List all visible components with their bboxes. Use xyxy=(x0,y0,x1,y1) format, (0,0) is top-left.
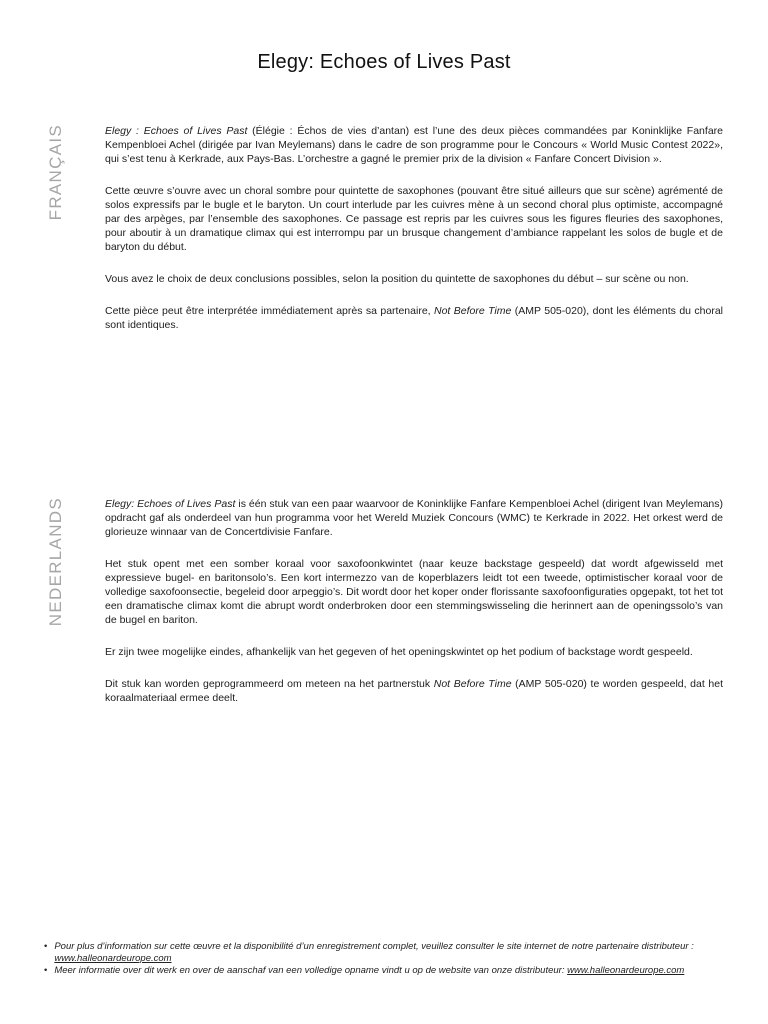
paragraph xyxy=(105,124,723,166)
footnote-item xyxy=(44,941,736,964)
italic-text-run: Elegy: Echoes of Lives Past xyxy=(105,498,236,510)
text-run: (AMP 505-020) te worden gespeeld, dat het koraalmateriaal ermee deelt. xyxy=(105,678,724,704)
paragraph xyxy=(105,184,723,254)
text-run: Het stuk opent met een somber koraal voor saxofoonkwintet (naar keuze backstage gespeeld) dat wordt afgewisseld met expressieve bugel- en baritonsolo’s. Een kort intermezzo van de koperblazers leidt tot een tweede, optimistischer koraal voor de volledige saxofoonsectie, begeleid door arpeggio’s. Dit wordt door het koper onder florissante saxofoonfiguraties opgepakt, tot het tot een dramatische climax komt die abrupt wordt onderbroken door een stemmingswisseling die herinnert aan de openingssolo’s van de bugel en bariton. xyxy=(105,558,723,626)
text-run: Vous avez le choix de deux conclusions possibles, selon la position du quintette de saxophones du début – sur scène ou non. xyxy=(105,273,689,285)
paragraph xyxy=(105,557,723,627)
text-run: (AMP 505-020), dont les éléments du choral sont identiques. xyxy=(105,305,724,331)
distributor-link[interactable]: www.halleonardeurope.com xyxy=(567,965,685,976)
section-francais-paragraphs xyxy=(105,124,723,350)
paragraph xyxy=(105,304,723,332)
text-run: Pour plus d’information sur cette œuvre et la disponibilité d’un enregistrement complet, veuillez consulter le site internet de notre partenaire distributeur : xyxy=(54,941,694,952)
paragraph xyxy=(105,645,723,659)
text-run: Meer informatie over dit werk en over de aanschaf van een volledige opname vindt u op de website van onze distributeur: xyxy=(54,965,568,976)
italic-text-run: Not Before Time xyxy=(433,678,512,690)
footnote-text xyxy=(54,941,736,964)
paragraph xyxy=(105,677,723,705)
page-title: Elegy: Echoes of Lives Past xyxy=(257,51,511,73)
text-run: Cette pièce peut être interprétée immédiatement après sa partenaire, xyxy=(105,305,434,317)
bullet-icon: • xyxy=(44,965,48,976)
bullet-icon: • xyxy=(44,941,48,952)
text-run: Er zijn twee mogelijke eindes, afhankelijk van het gegeven of het openingskwintet op het podium of backstage wordt gespeeld. xyxy=(105,646,693,658)
italic-text-run: Elegy : Echoes of Lives Past xyxy=(105,125,248,137)
footer-notes xyxy=(44,941,736,978)
paragraph xyxy=(105,497,723,539)
text-run: Cette œuvre s’ouvre avec un choral sombre pour quintette de saxophones (pouvant être situé ailleurs que sur scène) agrémenté de solos expressifs par le bugle et le baryton. Un court interlude par les cuivres mène à un second choral plus optimiste, accompagné par des arpèges, par l’ensemble des saxophones. Ce passage est repris par les cuivres sous les figures fleuries des saxophones, pour aboutir à un dramatique climax qui est interrompu par un brusque changement d’ambiance rappelant les solos de bugle et de baryton du début. xyxy=(105,185,723,253)
language-label-nederlands: NEDERLANDS xyxy=(46,497,65,627)
text-run: Dit stuk kan worden geprogrammeerd om meteen na het partnerstuk xyxy=(105,678,434,690)
text-run: (Élégie : Échos de vies d’antan) est l’une des deux pièces commandées par Koninklijke Fanfare Kempenbloei Achel (dirigée par Ivan Meylemans) dans le cadre de son programme pour le Concours « World Music Contest 2022», qui s’est tenu à Kerkrade, aux Pays-Bas. L’orchestre a gagné le premier prix de la division « Fanfare Concert Division ». xyxy=(105,125,723,165)
footnote-text xyxy=(54,965,736,977)
language-label-francais: FRANÇAIS xyxy=(46,124,65,221)
paragraph xyxy=(105,272,723,286)
text-run: is één stuk van een paar waarvoor de Koninklijke Fanfare Kempenbloei Achel (dirigent Ivan Meylemans) opdracht gaf als onderdeel van hun programma voor het Wereld Muziek Concours (WMC) te Kerkrade in 2022. Het orkest werd de glorieuze winnaar van de Concertdivisie Fanfare. xyxy=(105,498,724,538)
footnote-item xyxy=(44,965,736,977)
section-nederlands-paragraphs xyxy=(105,497,723,723)
italic-text-run: Not Before Time xyxy=(434,305,512,317)
distributor-link[interactable]: www.halleonardeurope.com xyxy=(54,952,172,964)
